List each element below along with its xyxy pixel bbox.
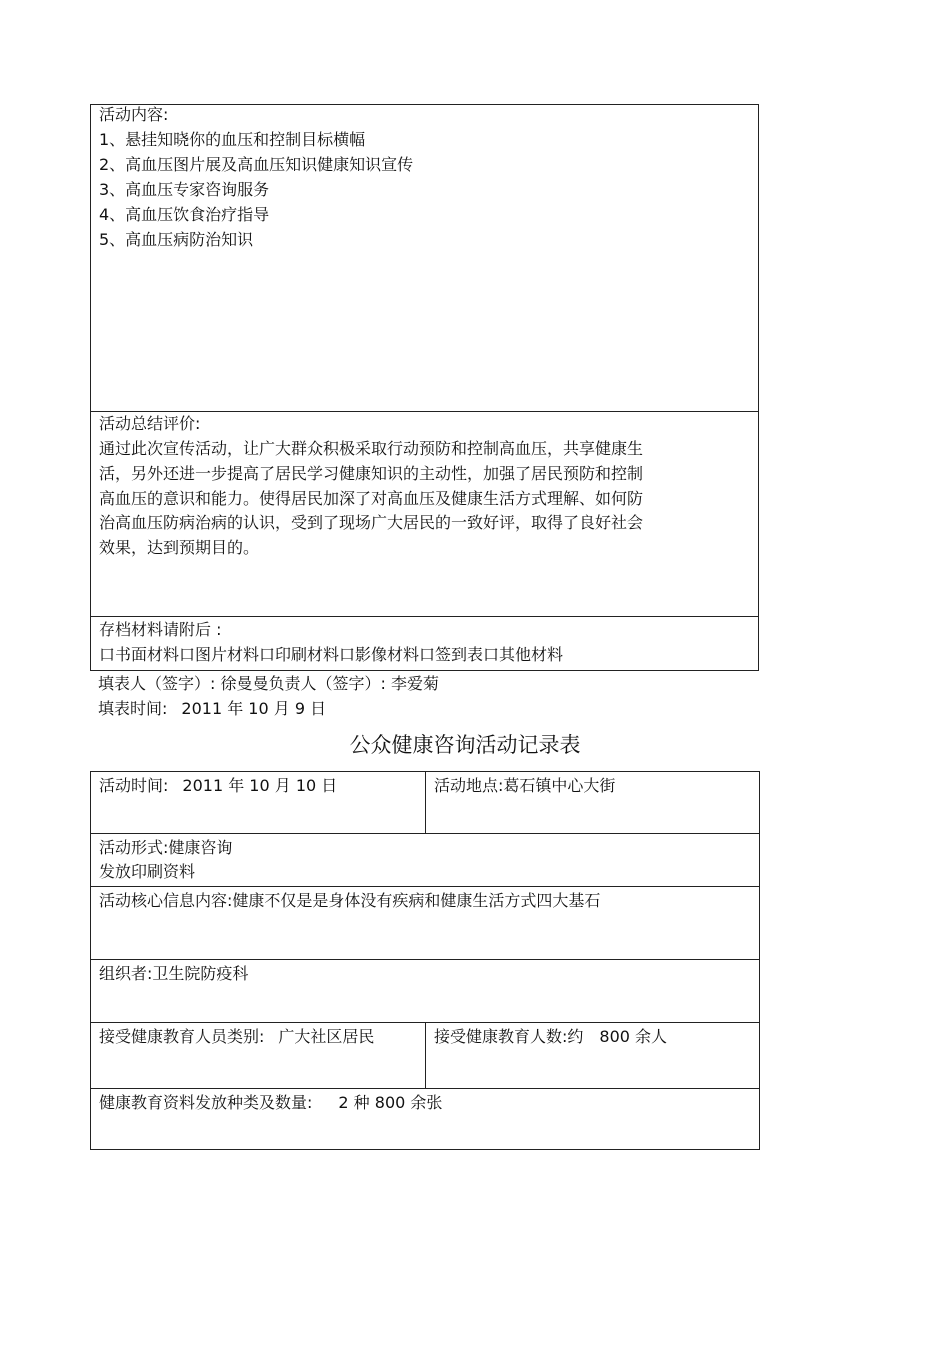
evaluation-line-5: 效果，达到预期目的。 xyxy=(99,538,260,557)
archive-heading: 存档材料请附后 : xyxy=(99,620,222,639)
content-item-2: 2、高血压图片展及高血压知识健康知识宣传 xyxy=(99,155,414,174)
content-item-5: 5、高血压病防治知识 xyxy=(99,230,254,249)
table-row xyxy=(91,960,760,1023)
activity-format-value-2: 发放印刷资料 xyxy=(99,862,196,881)
table-row xyxy=(91,772,760,834)
table-row xyxy=(91,834,760,887)
activity-record-table xyxy=(90,771,760,1150)
materials-label: 健康教育资料发放种类及数量: xyxy=(99,1093,313,1112)
evaluation-line-3: 高血压的意识和能力。使得居民加深了对高血压及健康生活方式理解、如何防 xyxy=(99,489,644,508)
activity-time-cell xyxy=(91,772,426,834)
fill-date-value: 2011 年 10 月 9 日 xyxy=(181,699,327,718)
activity-evaluation-box xyxy=(90,411,759,617)
activity-time-value: 2011 年 10 月 10 日 xyxy=(182,776,338,795)
audience-count-value: 约 800 余人 xyxy=(567,1027,668,1046)
audience-count-cell xyxy=(426,1023,760,1089)
audience-type-label: 接受健康教育人员类别: xyxy=(99,1027,265,1046)
content-item-1: 1、悬挂知晓你的血压和控制目标横幅 xyxy=(99,130,366,149)
archive-materials-box xyxy=(90,616,759,671)
core-info-cell xyxy=(91,887,760,960)
materials-value: 2 种 800 余张 xyxy=(338,1093,443,1112)
evaluation-line-2: 活，另外还进一步提高了居民学习健康知识的主动性，加强了居民预防和控制 xyxy=(99,464,644,483)
activity-content-box xyxy=(90,104,759,412)
audience-count-label: 接受健康教育人数: xyxy=(434,1027,568,1046)
table-row xyxy=(91,1089,760,1150)
fill-date-label: 填表时间: xyxy=(98,699,168,718)
evaluation-line-1: 通过此次宣传活动，让广大群众积极采取行动预防和控制高血压，共享健康生 xyxy=(99,439,644,458)
form-title: 公众健康咨询活动记录表 xyxy=(349,733,581,757)
core-info-label: 活动核心信息内容: xyxy=(99,891,233,910)
organizer-cell xyxy=(91,960,760,1023)
fill-date-line xyxy=(98,699,326,719)
organizer-value: 卫生院防疫科 xyxy=(152,964,249,983)
filler-signature-line: 填表人（签字）: 徐曼曼负责人（签字）: 李爱菊 xyxy=(98,674,439,693)
activity-content-heading: 活动内容: xyxy=(99,105,169,124)
activity-format-label: 活动形式: xyxy=(99,838,169,857)
audience-type-cell xyxy=(91,1023,426,1089)
activity-place-cell xyxy=(426,772,760,834)
table-row xyxy=(91,887,760,960)
activity-time-label: 活动时间: xyxy=(99,776,169,795)
materials-cell xyxy=(91,1089,760,1150)
content-item-4: 4、高血压饮食治疗指导 xyxy=(99,205,270,224)
activity-format-value-1: 健康咨询 xyxy=(168,838,233,857)
archive-options: 口书面材料口图片材料口印刷材料口影像材料口签到表口其他材料 xyxy=(99,645,564,664)
table-row xyxy=(91,1023,760,1089)
activity-format-cell xyxy=(91,834,760,887)
activity-place-value: 葛石镇中心大街 xyxy=(503,776,616,795)
activity-place-label: 活动地点: xyxy=(434,776,504,795)
evaluation-heading: 活动总结评价: xyxy=(99,414,201,433)
evaluation-line-4: 治高血压防病治病的认识，受到了现场广大居民的一致好评，取得了良好社会 xyxy=(99,513,644,532)
content-item-3: 3、高血压专家咨询服务 xyxy=(99,180,270,199)
core-info-value: 健康不仅是是身体没有疾病和健康生活方式四大基石 xyxy=(232,891,601,910)
organizer-label: 组织者: xyxy=(99,964,153,983)
audience-type-value: 广大社区居民 xyxy=(278,1027,375,1046)
